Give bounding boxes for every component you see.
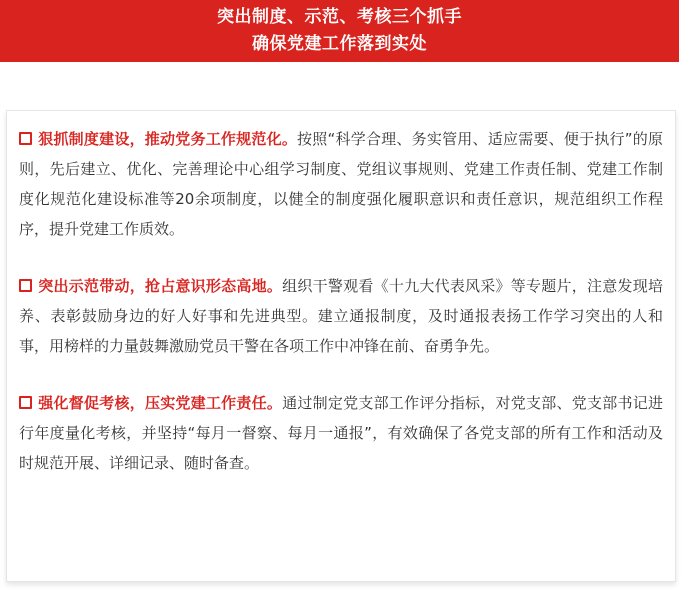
section-heading-3 [19,394,282,412]
section-heading-text-2: 突出示范带动，抢占意识形态高地。 [38,277,283,295]
banner-title-line-1: 突出制度、示范、考核三个抓手 [217,7,462,27]
section-heading-1 [19,130,297,148]
section-paragraph-2 [19,271,663,361]
square-bullet-icon [19,279,32,292]
title-banner [0,0,679,62]
section-body-2: 组织干警观看《十九大代表风采》等专题片，注意发现培养、表彰鼓励身边的好人好事和先进典型。建立通报制度，及时通报表扬工作学习突出的人和事，用榜样的力量鼓舞激励党员干警在各项工作中冲锋在前、奋勇争先。 [19,277,663,355]
content-card [6,110,676,582]
section-body-1: 按照“科学合理、务实管用、适应需要、便于执行”的原则，先后建立、优化、完善理论中心组学习制度、党组议事规则、党建工作责任制、党建工作制度化规范化建设标准等20余项制度，以健全的制度强化履职意识和责任意识，规范组织工作程序，提升党建工作质效。 [19,130,663,238]
banner-title-line-2: 确保党建工作落到实处 [252,34,427,54]
section-heading-text-3: 强化督促考核，压实党建工作责任。 [38,394,283,412]
section-heading-2 [19,277,282,295]
square-bullet-icon [19,132,32,145]
square-bullet-icon [19,396,32,409]
section-paragraph-1 [19,124,663,244]
section-body-3: 通过制定党支部工作评分指标，对党支部、党支部书记进行年度量化考核，并坚持“每月一督察、每月一通报”，有效确保了各党支部的所有工作和活动及时规范开展、详细记录、随时备查。 [19,394,663,472]
section-paragraph-3 [19,388,663,478]
section-heading-text-1: 狠抓制度建设，推动党务工作规范化。 [38,130,298,148]
